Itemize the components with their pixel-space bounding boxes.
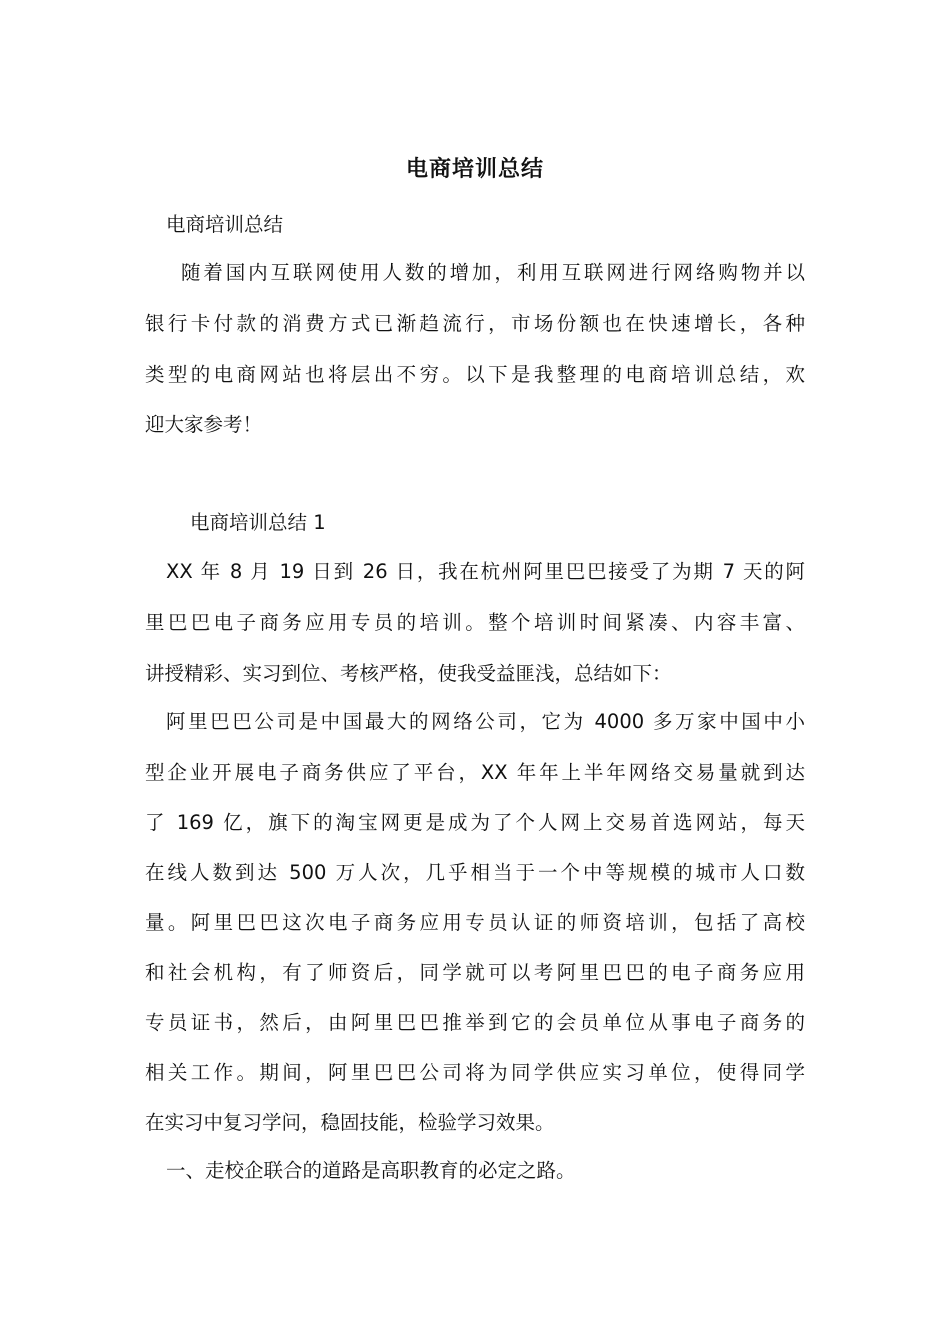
intro-line-4: 迎大家参考！ bbox=[145, 413, 263, 436]
intro-line-3: 类型的电商网站也将层出不穷。以下是我整理的电商培训总结，欢 bbox=[145, 363, 805, 386]
paragraph2-line-9: 在实习中复习学问，稳固技能，检验学习效果。 bbox=[145, 1111, 555, 1134]
section-heading: 电商培训总结 1 bbox=[190, 511, 326, 534]
paragraph2-line-6: 和社会机构，有了师资后，同学就可以考阿里巴巴的电子商务应用 bbox=[145, 961, 805, 984]
paragraph2-line-1: 阿里巴巴公司是中国最大的网络公司，它为 4000 多万家中国中小 bbox=[166, 710, 805, 733]
paragraph2-line-7: 专员证书，然后，由阿里巴巴推举到它的会员单位从事电子商务的 bbox=[145, 1011, 805, 1034]
paragraph2-line-5: 量。阿里巴巴这次电子商务应用专员认证的师资培训，包括了高校 bbox=[145, 911, 805, 934]
paragraph1-line-3: 讲授精彩、实习到位、考核严格，使我受益匪浅，总结如下： bbox=[145, 662, 672, 685]
intro-line-2: 银行卡付款的消费方式已渐趋流行，市场份额也在快速增长，各种 bbox=[145, 312, 805, 335]
point-one: 一、走校企联合的道路是高职教育的必定之路。 bbox=[166, 1159, 576, 1182]
paragraph2-line-2: 型企业开展电子商务供应了平台，XX 年年上半年网络交易量就到达 bbox=[145, 761, 805, 784]
paragraph2-line-4: 在线人数到达 500 万人次，几乎相当于一个中等规模的城市人口数 bbox=[145, 861, 805, 884]
document-subtitle: 电商培训总结 bbox=[166, 213, 284, 236]
paragraph2-line-3: 了 169 亿，旗下的淘宝网更是成为了个人网上交易首选网站，每天 bbox=[145, 811, 805, 834]
paragraph1-line-1: XX 年 8 月 19 日到 26 日，我在杭州阿里巴巴接受了为期 7 天的阿 bbox=[166, 560, 805, 583]
intro-line-1: 随着国内互联网使用人数的增加，利用互联网进行网络购物并以 bbox=[181, 261, 805, 284]
paragraph2-line-8: 相关工作。期间，阿里巴巴公司将为同学供应实习单位，使得同学 bbox=[145, 1061, 805, 1084]
paragraph1-line-2: 里巴巴电子商务应用专员的培训。整个培训时间紧凑、内容丰富、 bbox=[145, 611, 805, 634]
document-title: 电商培训总结 bbox=[405, 157, 544, 182]
